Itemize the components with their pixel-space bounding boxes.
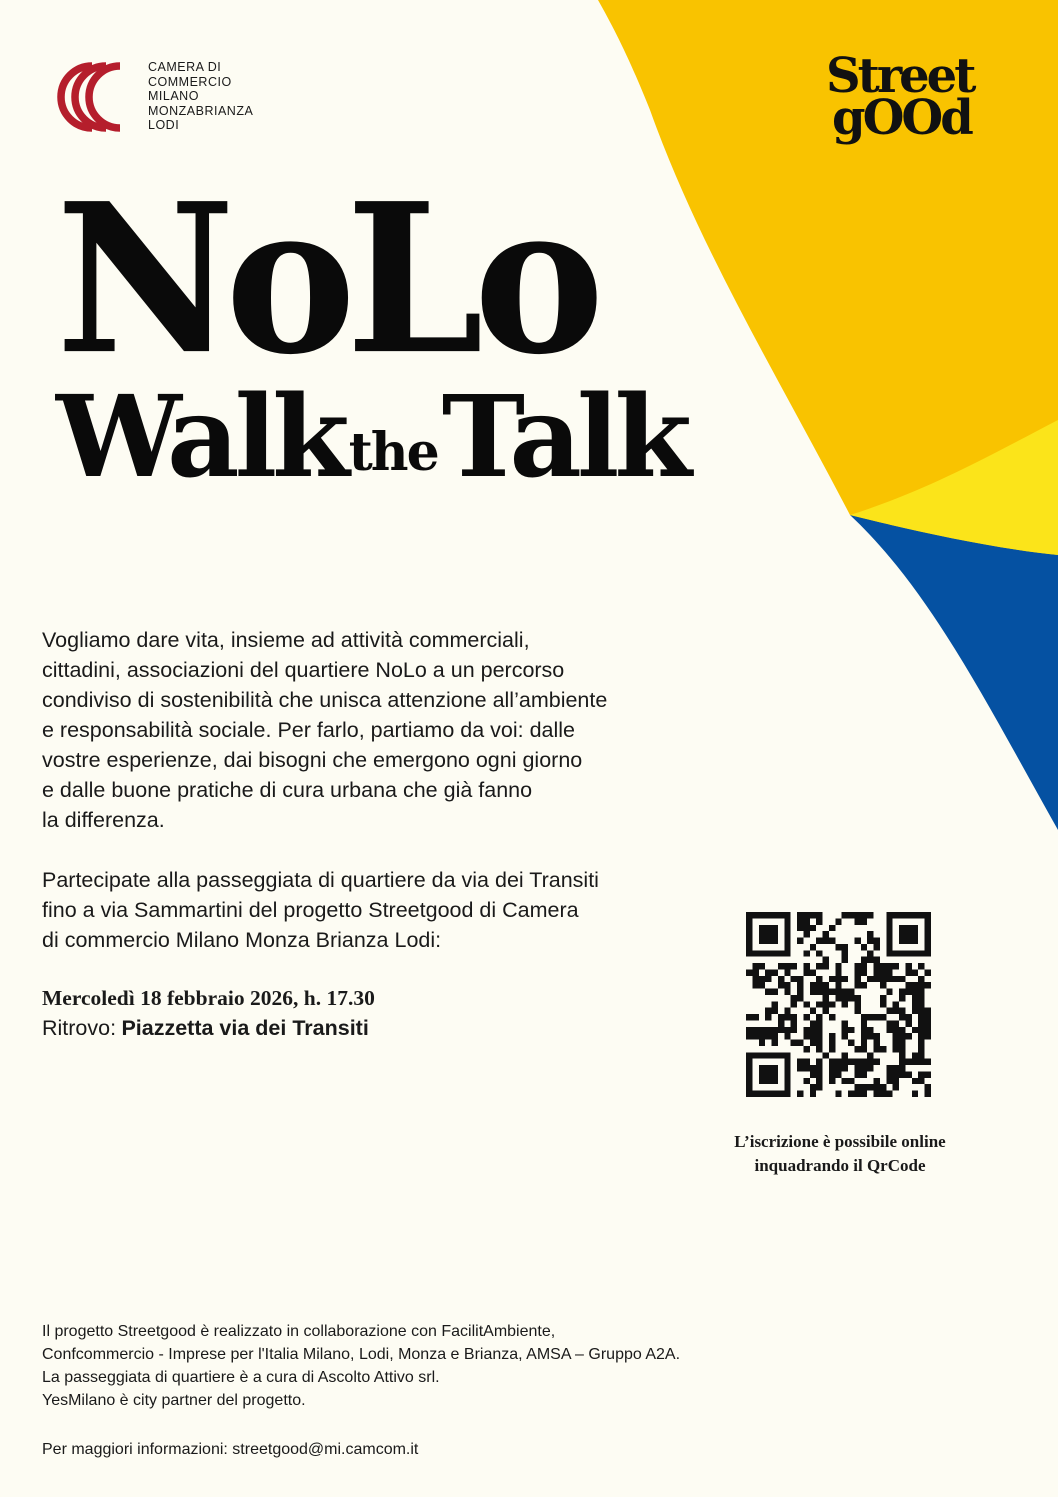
title-talk: Talk: [441, 372, 688, 503]
description: [42, 625, 702, 955]
intro-line: e responsabilità sociale. Per farlo, partiamo da voi: dalle: [42, 718, 576, 742]
event-date: Mercoledì 18 febbraio 2026, h. 17.30: [42, 986, 375, 1010]
title-walk: Walk: [56, 372, 345, 503]
participate-line: Partecipate alla passeggiata di quartiere da via dei Transiti: [42, 868, 599, 892]
meeting-place: Piazzetta via dei Transiti: [121, 1016, 369, 1040]
participate-line: fino a via Sammartini del progetto Streetgood di Camera: [42, 898, 579, 922]
participate-paragraph: [42, 865, 702, 955]
qr-caption: [700, 1130, 980, 1178]
footer-line: Confcommercio - Imprese per l'Italia Milano, Lodi, Monza e Brianza, AMSA – Gruppo A2A.: [42, 1346, 681, 1363]
chamber-name-line: CAMERA DI: [148, 60, 222, 74]
chamber-name-line: LODI: [148, 118, 180, 132]
streetgood-logo: [826, 48, 1006, 146]
intro-line: la differenza.: [42, 808, 165, 832]
participate-line: di commercio Milano Monza Brianza Lodi:: [42, 928, 442, 952]
footer-line: Il progetto Streetgood è realizzato in collaborazione con FacilitAmbiente,: [42, 1323, 556, 1340]
intro-line: condiviso di sostenibilità che unisca attenzione all’ambiente: [42, 688, 608, 712]
blue-wave: [850, 515, 1058, 830]
qr-code-icon[interactable]: [746, 912, 931, 1097]
event-title: [56, 159, 688, 513]
qr-caption-line2: inquadrando il QrCode: [754, 1156, 926, 1175]
meeting-label: Ritrovo:: [42, 1016, 117, 1040]
event-details: [42, 983, 375, 1043]
qr-caption-line1: L’iscrizione è possibile online: [734, 1132, 946, 1151]
meeting-point: [42, 1013, 375, 1043]
title-nolo: NoLo: [56, 159, 595, 401]
intro-paragraph: [42, 625, 702, 835]
chamber-name-line: MONZABRIANZA: [148, 103, 254, 118]
intro-line: vostre esperienze, dai bisogni che emergono ogni giorno: [42, 748, 583, 772]
intro-line: cittadini, associazioni del quartiere NoLo a un percorso: [42, 658, 565, 682]
footer-line: YesMilano è city partner del progetto.: [42, 1392, 306, 1409]
footer-line: La passeggiata di quartiere è a cura di Ascolto Attivo srl.: [42, 1369, 440, 1386]
intro-line: e dalle buone pratiche di cura urbana che già fanno: [42, 778, 533, 802]
streetgood-logo-line2: gOOd: [832, 90, 971, 146]
chamber-name-line: MILANO: [148, 89, 199, 103]
streetgood-logo-line1: Street: [826, 48, 974, 104]
chamber-name-line: COMMERCIO: [148, 74, 232, 89]
chamber-logo-icon: [48, 58, 126, 136]
title-the: the: [348, 422, 438, 483]
intro-line: Vogliamo dare vita, insieme ad attività commerciali,: [42, 628, 530, 652]
footer: [42, 1320, 942, 1461]
chamber-name: [148, 60, 253, 133]
contact-info: Per maggiori informazioni: streetgood@mi.camcom.it: [42, 1441, 419, 1458]
